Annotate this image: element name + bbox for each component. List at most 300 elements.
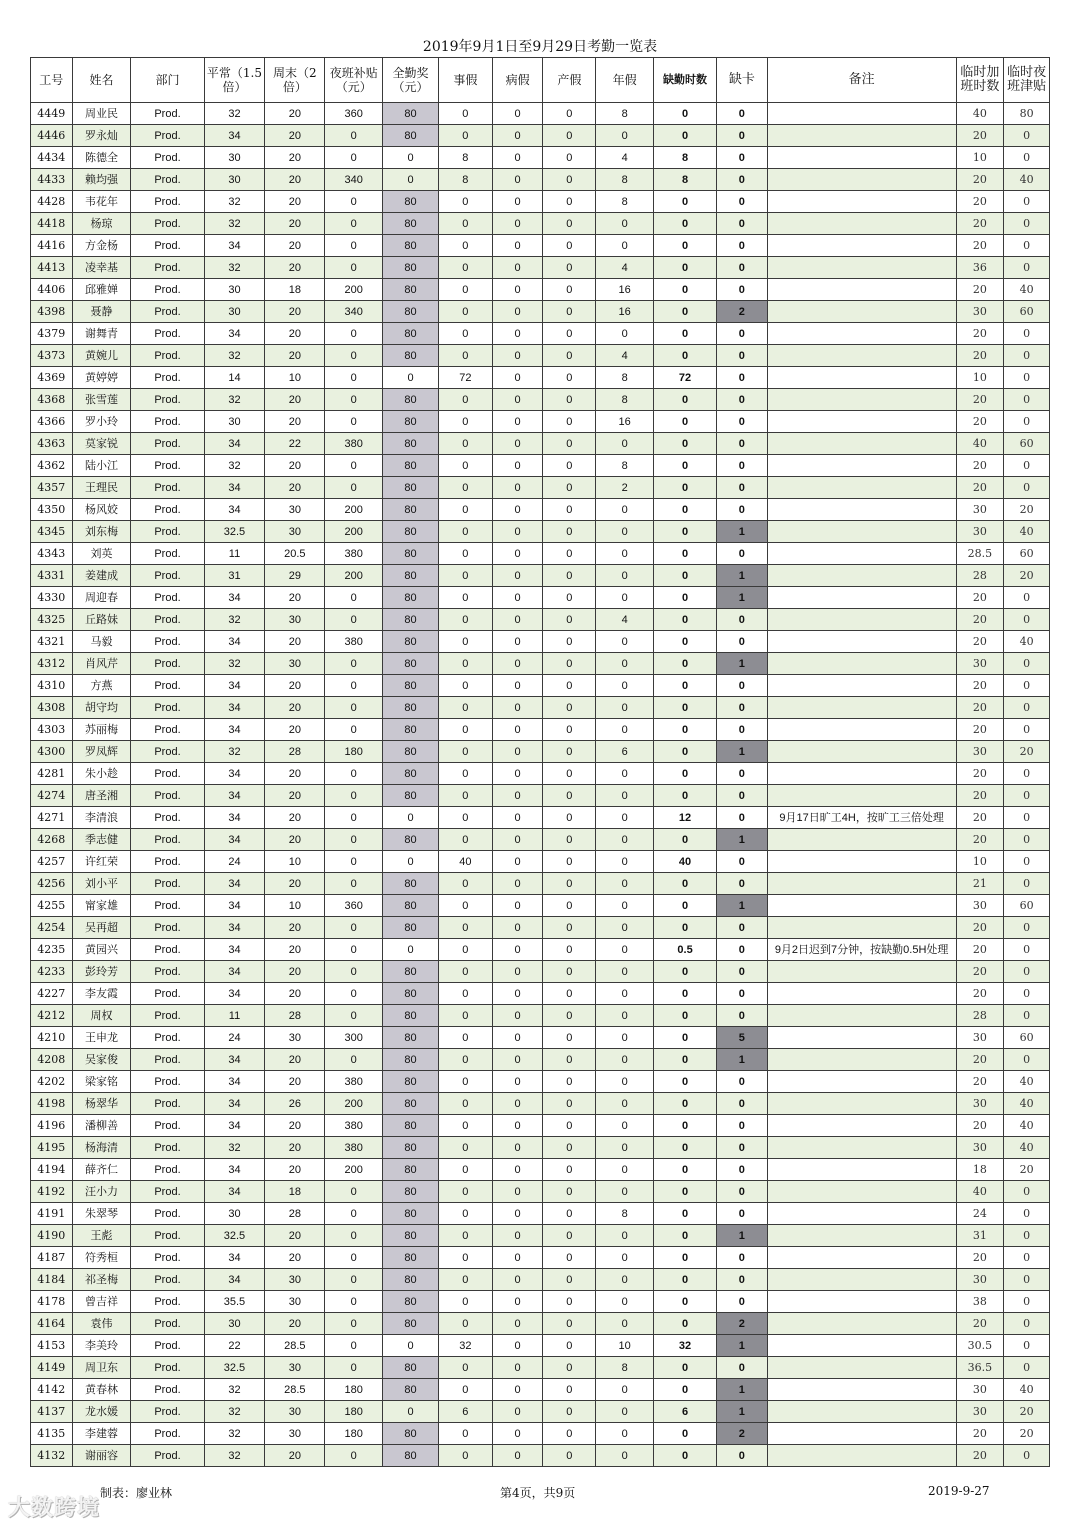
- cell-weekend: 20: [265, 125, 325, 147]
- cell-full-attendance-bonus: 80: [383, 719, 439, 741]
- cell-night-allowance: 0: [325, 1313, 383, 1335]
- cell-sick-leave: 0: [492, 345, 543, 367]
- cell-weekend: 20: [265, 631, 325, 653]
- cell-annual-leave: 0: [596, 1247, 654, 1269]
- cell-name: 周业民: [72, 103, 131, 125]
- cell-absence-hours: 0: [654, 257, 717, 279]
- cell-dept: Prod.: [131, 719, 204, 741]
- cell-weekend: 20: [265, 103, 325, 125]
- cell-personal-leave: 0: [438, 477, 492, 499]
- cell-remarks: [767, 609, 956, 631]
- table-row: [31, 697, 1050, 719]
- cell-absence-hours: 0: [654, 1027, 717, 1049]
- cell-temp-overtime: 20: [956, 609, 1004, 631]
- cell-regular: 30: [204, 1313, 265, 1335]
- cell-maternity-leave: 0: [543, 983, 596, 1005]
- table-row: [31, 543, 1050, 565]
- cell-temp-night-allowance: 20: [1004, 1159, 1050, 1181]
- cell-dept: Prod.: [131, 851, 204, 873]
- cell-night-allowance: 0: [325, 609, 383, 631]
- cell-missed-punch: 0: [717, 103, 768, 125]
- cell-absence-hours: 0: [654, 1445, 717, 1467]
- cell-regular: 34: [204, 1093, 265, 1115]
- cell-sick-leave: 0: [492, 521, 543, 543]
- cell-personal-leave: 0: [438, 763, 492, 785]
- cell-absence-hours: 12: [654, 807, 717, 829]
- cell-full-attendance-bonus: 80: [383, 763, 439, 785]
- cell-annual-leave: 0: [596, 565, 654, 587]
- cell-regular: 32.5: [204, 1357, 265, 1379]
- cell-regular: 34: [204, 235, 265, 257]
- cell-weekend: 20: [265, 345, 325, 367]
- cell-night-allowance: 360: [325, 895, 383, 917]
- cell-weekend: 20: [265, 917, 325, 939]
- cell-maternity-leave: 0: [543, 1005, 596, 1027]
- cell-missed-punch: 0: [717, 147, 768, 169]
- cell-name: 丘路妹: [72, 609, 131, 631]
- table-row: [31, 917, 1050, 939]
- cell-temp-night-allowance: 0: [1004, 983, 1050, 1005]
- cell-annual-leave: 0: [596, 323, 654, 345]
- cell-sick-leave: 0: [492, 1115, 543, 1137]
- cell-night-allowance: 0: [325, 1269, 383, 1291]
- cell-sick-leave: 0: [492, 565, 543, 587]
- cell-name: 吴再超: [72, 917, 131, 939]
- cell-annual-leave: 0: [596, 543, 654, 565]
- cell-temp-overtime: 30: [956, 1093, 1004, 1115]
- cell-temp-night-allowance: 0: [1004, 785, 1050, 807]
- cell-maternity-leave: 0: [543, 521, 596, 543]
- cell-remarks: [767, 301, 956, 323]
- cell-temp-overtime: 20: [956, 785, 1004, 807]
- cell-regular: 32: [204, 103, 265, 125]
- cell-regular: 34: [204, 785, 265, 807]
- cell-full-attendance-bonus: 80: [383, 565, 439, 587]
- cell-name: 汪小力: [72, 1181, 131, 1203]
- cell-name: 周卫东: [72, 1357, 131, 1379]
- cell-name: 黄春林: [72, 1379, 131, 1401]
- cell-id: 4137: [31, 1401, 73, 1423]
- cell-annual-leave: 8: [596, 1203, 654, 1225]
- cell-name: 朱小趁: [72, 763, 131, 785]
- cell-missed-punch: 0: [717, 807, 768, 829]
- cell-temp-night-allowance: 0: [1004, 1203, 1050, 1225]
- cell-annual-leave: 0: [596, 675, 654, 697]
- cell-missed-punch: 0: [717, 719, 768, 741]
- cell-absence-hours: 6: [654, 1401, 717, 1423]
- cell-night-allowance: 0: [325, 345, 383, 367]
- cell-regular: 24: [204, 1027, 265, 1049]
- cell-weekend: 20: [265, 1115, 325, 1137]
- cell-id: 4212: [31, 1005, 73, 1027]
- cell-temp-night-allowance: 0: [1004, 917, 1050, 939]
- cell-id: 4418: [31, 213, 73, 235]
- cell-dept: Prod.: [131, 565, 204, 587]
- page-title: 2019年9月1日至9月29日考勤一览表: [422, 39, 658, 55]
- cell-missed-punch: 1: [717, 741, 768, 763]
- cell-personal-leave: 0: [438, 411, 492, 433]
- prepared-by: 制表：廖业林: [100, 1486, 173, 1500]
- cell-temp-overtime: 30: [956, 653, 1004, 675]
- cell-sick-leave: 0: [492, 895, 543, 917]
- cell-missed-punch: 0: [717, 697, 768, 719]
- cell-weekend: 18: [265, 1181, 325, 1203]
- cell-annual-leave: 8: [596, 191, 654, 213]
- cell-weekend: 18: [265, 279, 325, 301]
- cell-full-attendance-bonus: 80: [383, 697, 439, 719]
- cell-absence-hours: 0: [654, 323, 717, 345]
- cell-maternity-leave: 0: [543, 675, 596, 697]
- cell-remarks: [767, 345, 956, 367]
- cell-name: 梁家铭: [72, 1071, 131, 1093]
- cell-sick-leave: 0: [492, 1379, 543, 1401]
- cell-id: 4274: [31, 785, 73, 807]
- cell-temp-night-allowance: 0: [1004, 235, 1050, 257]
- cell-full-attendance-bonus: 80: [383, 1115, 439, 1137]
- cell-remarks: [767, 1357, 956, 1379]
- cell-dept: Prod.: [131, 983, 204, 1005]
- cell-temp-overtime: 10: [956, 147, 1004, 169]
- cell-annual-leave: 8: [596, 455, 654, 477]
- cell-maternity-leave: 0: [543, 1115, 596, 1137]
- cell-temp-night-allowance: 20: [1004, 741, 1050, 763]
- cell-annual-leave: 8: [596, 103, 654, 125]
- cell-temp-overtime: 40: [956, 433, 1004, 455]
- cell-dept: Prod.: [131, 1203, 204, 1225]
- cell-maternity-leave: 0: [543, 1313, 596, 1335]
- cell-annual-leave: 0: [596, 631, 654, 653]
- table-row: [31, 609, 1050, 631]
- cell-annual-leave: 0: [596, 125, 654, 147]
- cell-annual-leave: 0: [596, 1423, 654, 1445]
- cell-weekend: 29: [265, 565, 325, 587]
- cell-regular: 34: [204, 477, 265, 499]
- cell-absence-hours: 8: [654, 147, 717, 169]
- cell-absence-hours: 0: [654, 697, 717, 719]
- cell-annual-leave: 0: [596, 895, 654, 917]
- cell-full-attendance-bonus: 80: [383, 1291, 439, 1313]
- cell-night-allowance: 380: [325, 1071, 383, 1093]
- table-row: [31, 477, 1050, 499]
- cell-temp-night-allowance: 40: [1004, 631, 1050, 653]
- cell-sick-leave: 0: [492, 1357, 543, 1379]
- col-header-dept: 部门: [131, 58, 204, 103]
- cell-missed-punch: 0: [717, 169, 768, 191]
- cell-full-attendance-bonus: 80: [383, 1357, 439, 1379]
- cell-full-attendance-bonus: 80: [383, 103, 439, 125]
- cell-annual-leave: 0: [596, 807, 654, 829]
- cell-remarks: [767, 565, 956, 587]
- cell-absence-hours: 0: [654, 565, 717, 587]
- cell-dept: Prod.: [131, 301, 204, 323]
- cell-absence-hours: 0.5: [654, 939, 717, 961]
- cell-missed-punch: 0: [717, 1115, 768, 1137]
- cell-night-allowance: 0: [325, 719, 383, 741]
- cell-sick-leave: 0: [492, 609, 543, 631]
- cell-personal-leave: 0: [438, 455, 492, 477]
- cell-remarks: [767, 829, 956, 851]
- cell-dept: Prod.: [131, 323, 204, 345]
- cell-regular: 35.5: [204, 1291, 265, 1313]
- cell-annual-leave: 0: [596, 653, 654, 675]
- table-row: [31, 235, 1050, 257]
- cell-name: 符秀桓: [72, 1247, 131, 1269]
- cell-maternity-leave: 0: [543, 257, 596, 279]
- cell-weekend: 20.5: [265, 543, 325, 565]
- cell-absence-hours: 0: [654, 873, 717, 895]
- cell-missed-punch: 0: [717, 1137, 768, 1159]
- cell-remarks: [767, 1093, 956, 1115]
- cell-full-attendance-bonus: 80: [383, 1379, 439, 1401]
- cell-regular: 11: [204, 1005, 265, 1027]
- cell-dept: Prod.: [131, 939, 204, 961]
- cell-regular: 30: [204, 147, 265, 169]
- cell-full-attendance-bonus: 80: [383, 1005, 439, 1027]
- col-header-full-attendance-bonus: 全勤奖（元）: [383, 58, 439, 103]
- cell-annual-leave: 0: [596, 763, 654, 785]
- cell-absence-hours: 0: [654, 345, 717, 367]
- cell-weekend: 20: [265, 1225, 325, 1247]
- cell-temp-night-allowance: 40: [1004, 279, 1050, 301]
- cell-name: 彭玲芳: [72, 961, 131, 983]
- cell-temp-night-allowance: 0: [1004, 763, 1050, 785]
- cell-regular: 34: [204, 763, 265, 785]
- cell-remarks: [767, 719, 956, 741]
- cell-maternity-leave: 0: [543, 103, 596, 125]
- table-row: [31, 719, 1050, 741]
- col-header-night-allowance: 夜班补贴（元）: [325, 58, 383, 103]
- col-header-annual-leave: 年假: [596, 58, 654, 103]
- cell-night-allowance: 340: [325, 301, 383, 323]
- cell-temp-overtime: 20: [956, 697, 1004, 719]
- cell-name: 罗凤辉: [72, 741, 131, 763]
- cell-maternity-leave: 0: [543, 1203, 596, 1225]
- cell-weekend: 10: [265, 367, 325, 389]
- cell-absence-hours: 0: [654, 1181, 717, 1203]
- cell-name: 张雪莲: [72, 389, 131, 411]
- cell-personal-leave: 0: [438, 1445, 492, 1467]
- cell-personal-leave: 0: [438, 1247, 492, 1269]
- cell-night-allowance: 0: [325, 477, 383, 499]
- cell-missed-punch: 0: [717, 1071, 768, 1093]
- cell-annual-leave: 0: [596, 1005, 654, 1027]
- cell-maternity-leave: 0: [543, 1049, 596, 1071]
- cell-temp-night-allowance: 40: [1004, 1093, 1050, 1115]
- cell-dept: Prod.: [131, 1445, 204, 1467]
- cell-weekend: 30: [265, 1027, 325, 1049]
- table-row: [31, 213, 1050, 235]
- cell-remarks: [767, 961, 956, 983]
- cell-dept: Prod.: [131, 895, 204, 917]
- cell-missed-punch: 0: [717, 345, 768, 367]
- col-header-id: 工号: [31, 58, 73, 103]
- cell-missed-punch: 1: [717, 653, 768, 675]
- cell-temp-overtime: 20: [956, 1115, 1004, 1137]
- cell-dept: Prod.: [131, 1379, 204, 1401]
- cell-weekend: 20: [265, 587, 325, 609]
- cell-absence-hours: 0: [654, 1423, 717, 1445]
- cell-night-allowance: 0: [325, 983, 383, 1005]
- cell-name: 谢丽容: [72, 1445, 131, 1467]
- cell-full-attendance-bonus: 80: [383, 1423, 439, 1445]
- cell-full-attendance-bonus: 80: [383, 1247, 439, 1269]
- cell-temp-overtime: 10: [956, 367, 1004, 389]
- cell-remarks: [767, 917, 956, 939]
- cell-maternity-leave: 0: [543, 1401, 596, 1423]
- table-row: [31, 499, 1050, 521]
- cell-id: 4369: [31, 367, 73, 389]
- cell-full-attendance-bonus: 80: [383, 477, 439, 499]
- cell-temp-overtime: 30: [956, 1401, 1004, 1423]
- cell-missed-punch: 0: [717, 389, 768, 411]
- cell-regular: 34: [204, 631, 265, 653]
- cell-id: 4428: [31, 191, 73, 213]
- cell-full-attendance-bonus: 0: [383, 939, 439, 961]
- cell-name: 邱雅婵: [72, 279, 131, 301]
- cell-full-attendance-bonus: 80: [383, 389, 439, 411]
- cell-night-allowance: 0: [325, 455, 383, 477]
- cell-night-allowance: 200: [325, 279, 383, 301]
- cell-remarks: [767, 763, 956, 785]
- cell-temp-night-allowance: 40: [1004, 1379, 1050, 1401]
- cell-remarks: [767, 543, 956, 565]
- cell-temp-overtime: 30: [956, 521, 1004, 543]
- cell-sick-leave: 0: [492, 587, 543, 609]
- cell-id: 4256: [31, 873, 73, 895]
- cell-sick-leave: 0: [492, 675, 543, 697]
- cell-annual-leave: 0: [596, 829, 654, 851]
- cell-absence-hours: 0: [654, 1049, 717, 1071]
- cell-name: 李清浪: [72, 807, 131, 829]
- cell-annual-leave: 0: [596, 1071, 654, 1093]
- cell-full-attendance-bonus: 80: [383, 785, 439, 807]
- cell-night-allowance: 0: [325, 1049, 383, 1071]
- cell-full-attendance-bonus: 80: [383, 1313, 439, 1335]
- cell-name: 刘东梅: [72, 521, 131, 543]
- cell-missed-punch: 0: [717, 961, 768, 983]
- cell-weekend: 30: [265, 499, 325, 521]
- cell-temp-overtime: 20: [956, 411, 1004, 433]
- cell-maternity-leave: 0: [543, 587, 596, 609]
- cell-id: 4153: [31, 1335, 73, 1357]
- cell-personal-leave: 0: [438, 499, 492, 521]
- cell-regular: 32: [204, 213, 265, 235]
- cell-remarks: [767, 653, 956, 675]
- cell-personal-leave: 0: [438, 631, 492, 653]
- cell-temp-overtime: 20: [956, 1445, 1004, 1467]
- cell-dept: Prod.: [131, 125, 204, 147]
- cell-full-attendance-bonus: 80: [383, 1027, 439, 1049]
- cell-absence-hours: 0: [654, 191, 717, 213]
- cell-regular: 32: [204, 1379, 265, 1401]
- cell-missed-punch: 0: [717, 1445, 768, 1467]
- cell-dept: Prod.: [131, 411, 204, 433]
- cell-regular: 34: [204, 587, 265, 609]
- cell-sick-leave: 0: [492, 917, 543, 939]
- cell-name: 杨琼: [72, 213, 131, 235]
- cell-remarks: [767, 1313, 956, 1335]
- cell-sick-leave: 0: [492, 1181, 543, 1203]
- cell-night-allowance: 180: [325, 1423, 383, 1445]
- cell-maternity-leave: 0: [543, 1379, 596, 1401]
- cell-full-attendance-bonus: 80: [383, 675, 439, 697]
- cell-full-attendance-bonus: 80: [383, 983, 439, 1005]
- cell-full-attendance-bonus: 80: [383, 631, 439, 653]
- cell-personal-leave: 0: [438, 1071, 492, 1093]
- cell-annual-leave: 0: [596, 1049, 654, 1071]
- cell-missed-punch: 0: [717, 1269, 768, 1291]
- cell-name: 聂静: [72, 301, 131, 323]
- cell-absence-hours: 0: [654, 741, 717, 763]
- cell-temp-overtime: 20: [956, 587, 1004, 609]
- cell-dept: Prod.: [131, 169, 204, 191]
- cell-missed-punch: 0: [717, 213, 768, 235]
- cell-weekend: 20: [265, 961, 325, 983]
- cell-temp-night-allowance: 0: [1004, 455, 1050, 477]
- cell-sick-leave: 0: [492, 169, 543, 191]
- cell-personal-leave: 0: [438, 785, 492, 807]
- cell-id: 4210: [31, 1027, 73, 1049]
- cell-temp-overtime: 20: [956, 719, 1004, 741]
- cell-annual-leave: 0: [596, 1093, 654, 1115]
- cell-dept: Prod.: [131, 191, 204, 213]
- cell-full-attendance-bonus: 80: [383, 1159, 439, 1181]
- cell-full-attendance-bonus: 80: [383, 1203, 439, 1225]
- cell-sick-leave: 0: [492, 1137, 543, 1159]
- cell-temp-night-allowance: 0: [1004, 389, 1050, 411]
- col-header-temp-night-allowance: 临时夜班津贴: [1004, 58, 1050, 103]
- cell-dept: Prod.: [131, 1137, 204, 1159]
- cell-name: 王彪: [72, 1225, 131, 1247]
- cell-personal-leave: 0: [438, 301, 492, 323]
- cell-weekend: 30: [265, 1401, 325, 1423]
- cell-weekend: 20: [265, 1247, 325, 1269]
- cell-dept: Prod.: [131, 455, 204, 477]
- cell-regular: 30: [204, 1203, 265, 1225]
- cell-temp-overtime: 28: [956, 565, 1004, 587]
- cell-remarks: [767, 1203, 956, 1225]
- cell-temp-night-allowance: 60: [1004, 433, 1050, 455]
- cell-annual-leave: 8: [596, 389, 654, 411]
- cell-regular: 34: [204, 807, 265, 829]
- cell-sick-leave: 0: [492, 1159, 543, 1181]
- cell-regular: 31: [204, 565, 265, 587]
- cell-id: 4195: [31, 1137, 73, 1159]
- cell-temp-night-allowance: 0: [1004, 411, 1050, 433]
- table-row: [31, 411, 1050, 433]
- cell-maternity-leave: 0: [543, 631, 596, 653]
- cell-temp-overtime: 20: [956, 675, 1004, 697]
- cell-remarks: [767, 279, 956, 301]
- cell-remarks: [767, 147, 956, 169]
- cell-regular: 34: [204, 917, 265, 939]
- cell-maternity-leave: 0: [543, 345, 596, 367]
- cell-night-allowance: 0: [325, 1291, 383, 1313]
- cell-dept: Prod.: [131, 763, 204, 785]
- cell-personal-leave: 72: [438, 367, 492, 389]
- table-row: [31, 1159, 1050, 1181]
- cell-missed-punch: 0: [717, 1005, 768, 1027]
- cell-temp-night-allowance: 0: [1004, 1335, 1050, 1357]
- cell-weekend: 20: [265, 411, 325, 433]
- cell-full-attendance-bonus: 80: [383, 323, 439, 345]
- cell-personal-leave: 0: [438, 433, 492, 455]
- cell-weekend: 20: [265, 807, 325, 829]
- cell-regular: 34: [204, 1159, 265, 1181]
- cell-annual-leave: 0: [596, 213, 654, 235]
- cell-personal-leave: 0: [438, 961, 492, 983]
- cell-temp-night-allowance: 0: [1004, 1049, 1050, 1071]
